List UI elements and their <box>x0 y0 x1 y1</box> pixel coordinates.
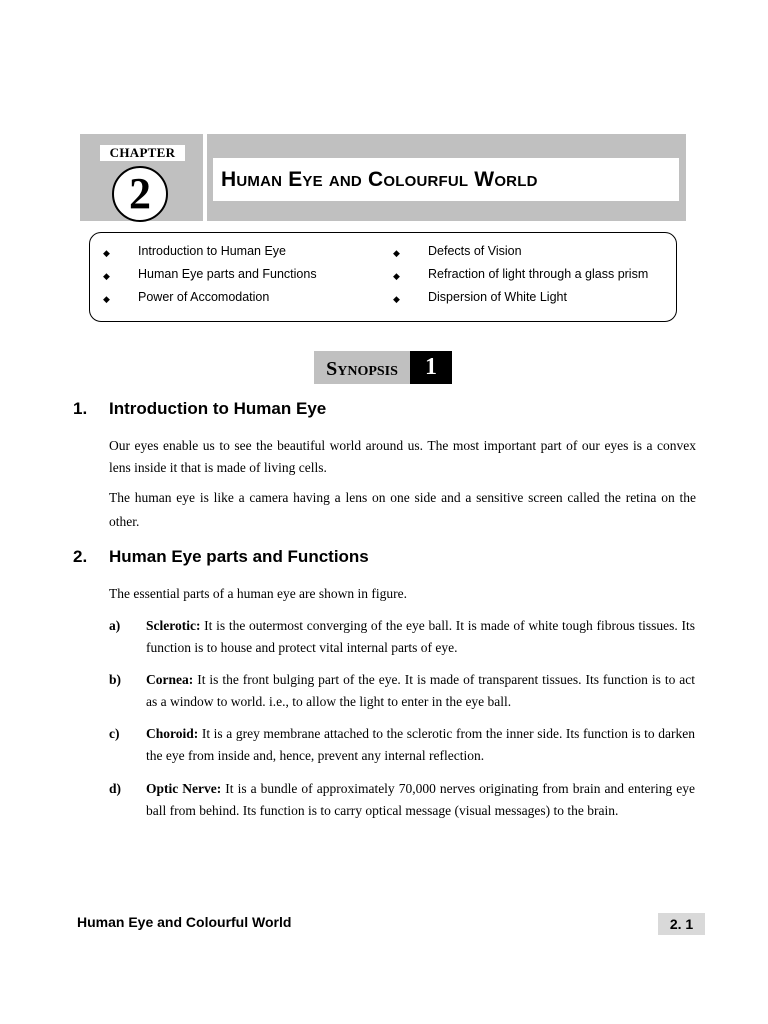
list-item-term: Cornea: <box>146 672 194 687</box>
topic-item: Power of Accomodation <box>138 290 270 304</box>
list-item-text: It is the outermost converging of the eye ball. It is made of white tough fibrous tissues. Its function is to house and protect vital internal parts of eye. <box>146 618 695 655</box>
diamond-bullet-icon: ◆ <box>393 294 400 304</box>
page-number: 2. 1 <box>658 913 705 935</box>
footer-title: Human Eye and Colourful World <box>77 914 292 930</box>
paragraph: Our eyes enable us to see the beautiful world around us. The most important part of our eyes is a convex lens inside it that is made of living cells. <box>109 438 696 475</box>
topics-box <box>89 232 677 322</box>
list-item-text: It is the front bulging part of the eye. It is made of transparent tissues. Its function is to act as a window to world. i.e., to allow the light to enter in the eye ball. <box>146 672 695 709</box>
list-item-letter: b) <box>109 672 122 687</box>
section-number: 2. <box>73 547 88 566</box>
diamond-bullet-icon: ◆ <box>103 248 110 258</box>
chapter-title: Human Eye and Colourful World <box>213 158 679 201</box>
paragraph: The essential parts of a human eye are shown in figure. <box>109 586 408 601</box>
list-item-text: It is a bundle of approximately 70,000 nerves originating from brain and entering eye ball from behind. Its function is to carry optical message (visual messages) to the brain. <box>146 781 696 818</box>
topic-item: Human Eye parts and Functions <box>138 267 317 281</box>
chapter-label: CHAPTER <box>100 145 185 161</box>
list-item <box>146 669 695 713</box>
topic-item: Defects of Vision <box>428 244 522 258</box>
diamond-bullet-icon: ◆ <box>393 271 400 281</box>
list-item-term: Choroid: <box>146 726 199 741</box>
list-item-letter: a) <box>109 618 121 633</box>
list-item-letter: c) <box>109 726 120 741</box>
topic-item: Refraction of light through a glass prism <box>428 267 649 281</box>
list-item-term: Optic Nerve: <box>146 781 222 796</box>
section-heading: Human Eye parts and Functions <box>109 547 369 566</box>
synopsis-label: Synopsis <box>314 351 410 384</box>
list-item <box>146 778 695 822</box>
list-item-text: It is a grey membrane attached to the sclerotic from the inner side. Its function is to darken the eye from inside and, hence, prevent any internal reflection. <box>146 726 695 763</box>
topic-item: Dispersion of White Light <box>428 290 567 304</box>
diamond-bullet-icon: ◆ <box>103 294 110 304</box>
chapter-number: 2 <box>112 166 168 222</box>
list-item <box>146 615 695 659</box>
list-item-letter: d) <box>109 781 122 796</box>
section-number: 1. <box>73 399 88 418</box>
diamond-bullet-icon: ◆ <box>393 248 400 258</box>
diamond-bullet-icon: ◆ <box>103 271 110 281</box>
section-heading: Introduction to Human Eye <box>109 399 327 418</box>
topic-item: Introduction to Human Eye <box>138 244 286 258</box>
list-item <box>146 723 695 767</box>
synopsis-number: 1 <box>410 351 452 384</box>
list-item-term: Sclerotic: <box>146 618 201 633</box>
paragraph: The human eye is like a camera having a lens on one side and a sensitive screen called the retina on the other. <box>109 490 696 529</box>
